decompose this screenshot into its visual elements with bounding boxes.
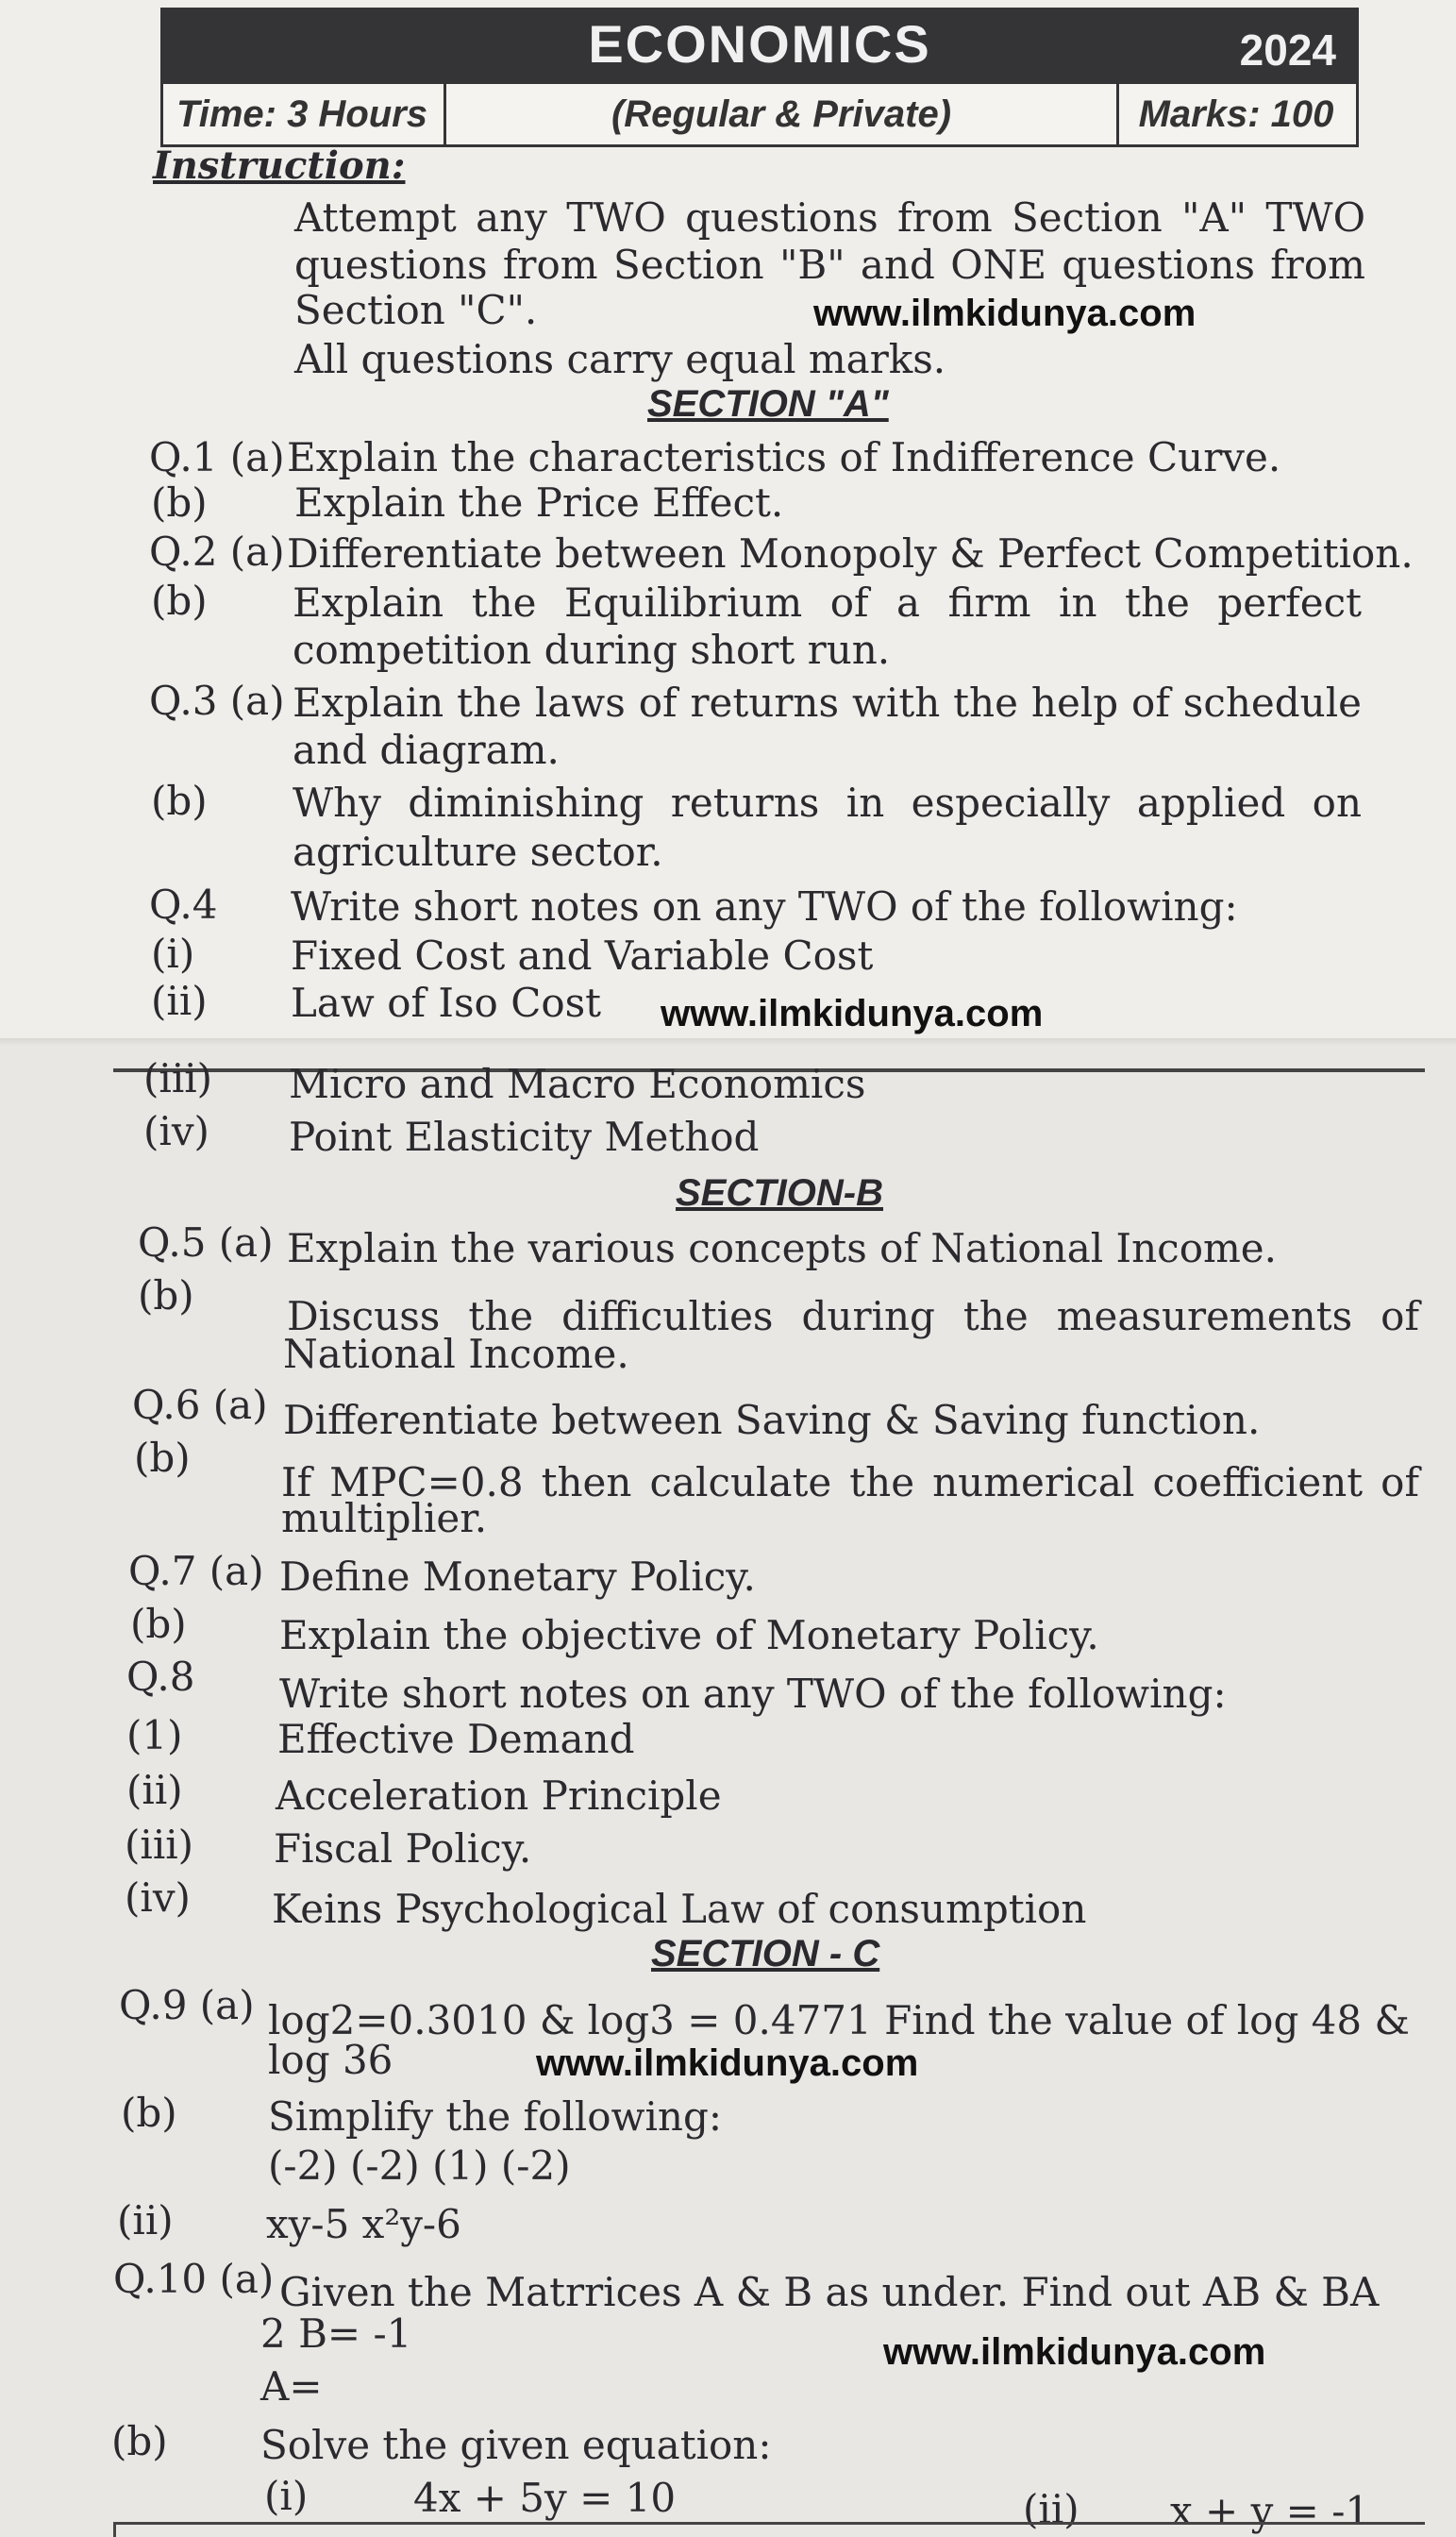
q5a-text: Explain the various concepts of National Income. [287, 1225, 1278, 1271]
q7a-text: Define Monetary Policy. [279, 1554, 756, 1600]
q6b-number: (b) [134, 1435, 191, 1481]
q1b-number: (b) [151, 479, 208, 526]
q9a-number: Q.9 (a) [119, 1982, 255, 2028]
q8iv-number: (iv) [125, 1874, 191, 1921]
q7b-number: (b) [130, 1601, 187, 1647]
section-a-heading: SECTION "A" [647, 383, 889, 425]
q4ii-text: Law of Iso Cost [291, 980, 602, 1026]
q9b-expression: (-2) (-2) (1) (-2) [268, 2142, 571, 2189]
q10a-number: Q.10 (a) [113, 2256, 275, 2302]
q6a-number: Q.6 (a) [132, 1382, 268, 1428]
q9ii-text: xy-5 x²y-6 [266, 2201, 461, 2247]
exam-year: 2024 [1239, 25, 1336, 75]
watermark-url-3: www.ilmkidunya.com [536, 2042, 919, 2084]
q1a-number: Q.1 (a) [149, 434, 285, 480]
q9b-text: Simplify the following: [268, 2093, 722, 2140]
q8ii-number: (ii) [126, 1767, 183, 1813]
title-bar [160, 8, 1359, 81]
q10a-matrix-a: A= [260, 2363, 323, 2410]
q10bi-text: 4x + 5y = 10 [413, 2475, 677, 2521]
q10bii-text: x + y = -1 [1170, 2488, 1371, 2534]
q8-number: Q.8 [126, 1654, 195, 1700]
q6a-text: Differentiate between Saving & Saving function. [283, 1397, 1261, 1443]
q2a-number: Q.2 (a) [149, 529, 285, 575]
marks-cell: Marks: 100 [1138, 93, 1334, 135]
q3a-number: Q.3 (a) [149, 678, 285, 724]
q5b-text-line-1: Discuss the difficulties during the measurements of [287, 1293, 1419, 1339]
q2b-text-line-1: Explain the Equilibrium of a firm in the perfect [293, 580, 1362, 626]
watermark-url-2: www.ilmkidunya.com [661, 993, 1044, 1034]
q4ii-number: (ii) [151, 978, 208, 1024]
q1a-text: Explain the characteristics of Indifference Curve. [287, 434, 1281, 480]
instruction-heading: Instruction: [153, 143, 406, 188]
q5b-text-line-2: National Income. [283, 1331, 629, 1377]
q4iv-text: Point Elasticity Method [289, 1114, 760, 1160]
q5a-number: Q.5 (a) [138, 1219, 274, 1266]
q9b-number: (b) [121, 2090, 177, 2136]
q4iv-number: (iv) [143, 1108, 209, 1154]
q8iii-number: (iii) [125, 1822, 194, 1868]
q10bii-number: (ii) [1023, 2486, 1079, 2532]
paper-fold-edge [0, 1038, 1456, 1046]
q3a-text-line-1: Explain the laws of returns with the help of schedule [293, 680, 1362, 726]
q10bi-number: (i) [264, 2473, 309, 2519]
q4iii-text: Micro and Macro Economics [289, 1061, 866, 1107]
watermark-url-1: www.ilmkidunya.com [813, 293, 1197, 334]
q3b-text-line-1: Why diminishing returns in especially applied on [293, 780, 1362, 826]
time-cell: Time: 3 Hours [163, 84, 446, 144]
q2b-number: (b) [151, 578, 208, 624]
exam-info-row [160, 81, 1359, 147]
q2b-text-line-2: competition during short run. [293, 627, 891, 673]
section-b-heading: SECTION-B [676, 1172, 883, 1214]
q4i-text: Fixed Cost and Variable Cost [291, 932, 874, 979]
q3a-text-line-2: and diagram. [293, 727, 560, 773]
q10b-number: (b) [111, 2418, 168, 2464]
q10b-text: Solve the given equation: [260, 2422, 772, 2468]
q8iii-text: Fiscal Policy. [274, 1825, 532, 1872]
section-c-heading: SECTION - C [651, 1933, 880, 1974]
instruction-line-2: questions from Section "B" and ONE questions from [294, 242, 1365, 288]
q6b-text-line-2: multiplier. [281, 1495, 488, 1541]
q8-text: Write short notes on any TWO of the following: [279, 1671, 1227, 1717]
q5b-number: (b) [138, 1272, 194, 1319]
q3b-number: (b) [151, 778, 208, 824]
exam-type-cell: (Regular & Private) [446, 84, 1119, 144]
q4-number: Q.4 [149, 882, 218, 928]
instruction-line-3: Section "C". [294, 287, 538, 333]
instruction-line-4: All questions carry equal marks. [294, 336, 946, 382]
q2a-text: Differentiate between Monopoly & Perfect Competition. [287, 530, 1414, 577]
q10a-matrix-b: 2 B= -1 [260, 2310, 412, 2357]
q9ii-number: (ii) [117, 2197, 174, 2243]
q8iv-text: Keins Psychological Law of consumption [272, 1886, 1087, 1932]
q7a-number: Q.7 (a) [128, 1548, 264, 1594]
q4iii-number: (iii) [143, 1055, 213, 1101]
q4-text: Write short notes on any TWO of the following: [291, 883, 1238, 930]
watermark-url-4: www.ilmkidunya.com [883, 2331, 1266, 2373]
q9a-text-line-2: log 36 [268, 2037, 393, 2083]
q8ii-text: Acceleration Principle [276, 1773, 722, 1819]
q4i-number: (i) [151, 931, 195, 977]
q9a-text-line-1: log2=0.3010 & log3 = 0.4771 Find the value of log 48 & [268, 1997, 1410, 2043]
q3b-text-line-2: agriculture sector. [293, 829, 663, 875]
q10a-text: Given the Matrrices A & B as under. Find out AB & BA [279, 2269, 1380, 2315]
q8i-text: Effective Demand [277, 1716, 635, 1762]
instruction-line-1: Attempt any TWO questions from Section "A" TWO [294, 194, 1365, 241]
subject-title: ECONOMICS [588, 14, 931, 74]
q1b-text: Explain the Price Effect. [294, 479, 784, 526]
q8i-number: (1) [126, 1712, 183, 1758]
q6b-text-line-1: If MPC=0.8 then calculate the numerical coefficient of [281, 1459, 1419, 1505]
bottom-table-edge [113, 2522, 1425, 2537]
q7b-text: Explain the objective of Monetary Policy. [279, 1612, 1099, 1658]
